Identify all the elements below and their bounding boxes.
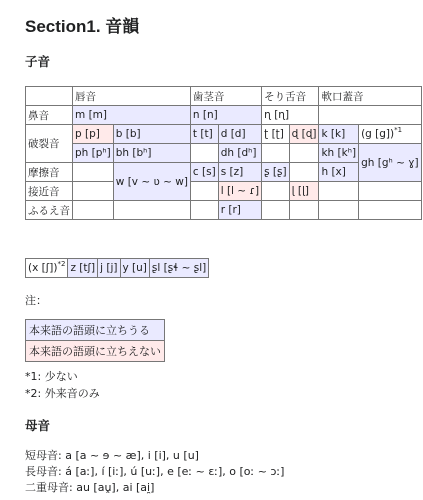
color-legend (25, 319, 165, 362)
cell-empty-appr-velar2 (359, 182, 422, 201)
cell-empty-appr-alv1 (190, 182, 218, 201)
header-alveolar: 歯茎音 (190, 87, 261, 106)
cell-empty-fric-labial (73, 163, 114, 182)
extra-x (26, 259, 68, 278)
cell-gh: gh [gʰ ~ ɣ] (359, 144, 422, 182)
cell-l: l [l ~ ɾ] (218, 182, 261, 201)
cell-kh: kh [kʰ] (319, 144, 359, 163)
legend-foreign: 本来語の語頭に立ちえない (26, 341, 165, 362)
cell-empty-tth (262, 144, 289, 163)
vowels-heading: 母音 (25, 419, 51, 433)
cell-bh: bh [bʰ] (113, 144, 190, 163)
cell-retro-s: ʂ [ʂ] (262, 163, 289, 182)
cell-nasal-retroflex: ɳ [ɳ] (262, 106, 319, 125)
extra-j: j [j] (98, 259, 120, 278)
note-label: 注： (25, 294, 47, 307)
cell-b: b [b] (113, 125, 190, 144)
extra-sl: ʂl [ʂɬ ~ ʂl] (149, 259, 208, 278)
cell-empty-fric-retro (289, 163, 319, 182)
cell-nasal-labial: m [m] (73, 106, 191, 125)
cell-w: w [v ~ ʋ ~ w] (113, 163, 190, 201)
legend-native: 本来語の語頭に立ちうる (26, 320, 165, 341)
consonants-heading: 子音 (25, 55, 51, 69)
extra-consonants-row (25, 258, 209, 278)
extra-x-text: (x [ʃ]) (28, 262, 58, 274)
cell-empty-ddh (289, 144, 319, 163)
cell-nasal-velar (319, 106, 421, 125)
row-label-trill: ふるえ音 (26, 201, 73, 220)
vowels-diphthong: 二重母音: au [aṷ], ai [ai̯] (25, 481, 155, 494)
cell-g (359, 125, 422, 144)
cell-empty-appr-retro1 (262, 182, 289, 201)
cell-retro-l: ɭ [ɭ] (289, 182, 319, 201)
cell-s: s [z] (218, 163, 261, 182)
page-title: Section1. 音韻 (25, 17, 140, 36)
cell-empty-trill-1 (73, 201, 114, 220)
vowel-list (25, 448, 284, 496)
cell-g-text: (g [g]) (361, 128, 395, 140)
footnote-1: *1: 少ない (25, 370, 78, 383)
row-label-fricative: 摩擦音 (26, 163, 73, 182)
cell-t: t [t] (190, 125, 218, 144)
cell-empty-trill-8 (359, 201, 422, 220)
extra-y: y [u] (120, 259, 149, 278)
cell-tt: ʈ [ʈ] (262, 125, 289, 144)
cell-empty-trill-3 (190, 201, 218, 220)
cell-empty-trill-2 (113, 201, 190, 220)
cell-p: p [p] (73, 125, 114, 144)
cell-empty-appr-velar1 (319, 182, 359, 201)
cell-h: h [x] (319, 163, 359, 182)
cell-empty-trill-5 (262, 201, 289, 220)
cell-ph: ph [pʰ] (73, 144, 114, 163)
cell-k: k [k] (319, 125, 359, 144)
cell-c: c [s] (190, 163, 218, 182)
cell-dd: ɖ [ɖ] (289, 125, 319, 144)
header-velar: 軟口蓋音 (319, 87, 421, 106)
vowels-long: 長母音: á [aː], í [iː], ú [uː], e [eː ~ ɛː], o [oː ~ ɔː] (25, 465, 285, 478)
footnote-mark-2: *2 (57, 260, 66, 268)
vowels-short: 短母音: a [a ~ ɘ ~ æ], i [i], u [u] (25, 449, 199, 462)
cell-d: d [d] (218, 125, 261, 144)
footnote-mark-1: *1 (394, 126, 403, 134)
extra-z: z [tʃ] (68, 259, 98, 278)
cell-empty-trill-6 (289, 201, 319, 220)
cell-empty-th (190, 144, 218, 163)
cell-nasal-alveolar: n [n] (190, 106, 261, 125)
cell-empty-trill-7 (319, 201, 359, 220)
cell-empty-appr-labial (73, 182, 114, 201)
header-empty (26, 87, 73, 106)
footnote-2: *2: 外来音のみ (25, 387, 100, 400)
row-label-nasal: 鼻音 (26, 106, 73, 125)
row-label-approximant: 接近音 (26, 182, 73, 201)
cell-r: r [r] (218, 201, 261, 220)
header-retroflex: そり舌音 (262, 87, 319, 106)
cell-dh: dh [dʰ] (218, 144, 261, 163)
header-labial: 唇音 (73, 87, 191, 106)
consonant-table (25, 86, 422, 220)
row-label-plosive: 破裂音 (26, 125, 73, 163)
